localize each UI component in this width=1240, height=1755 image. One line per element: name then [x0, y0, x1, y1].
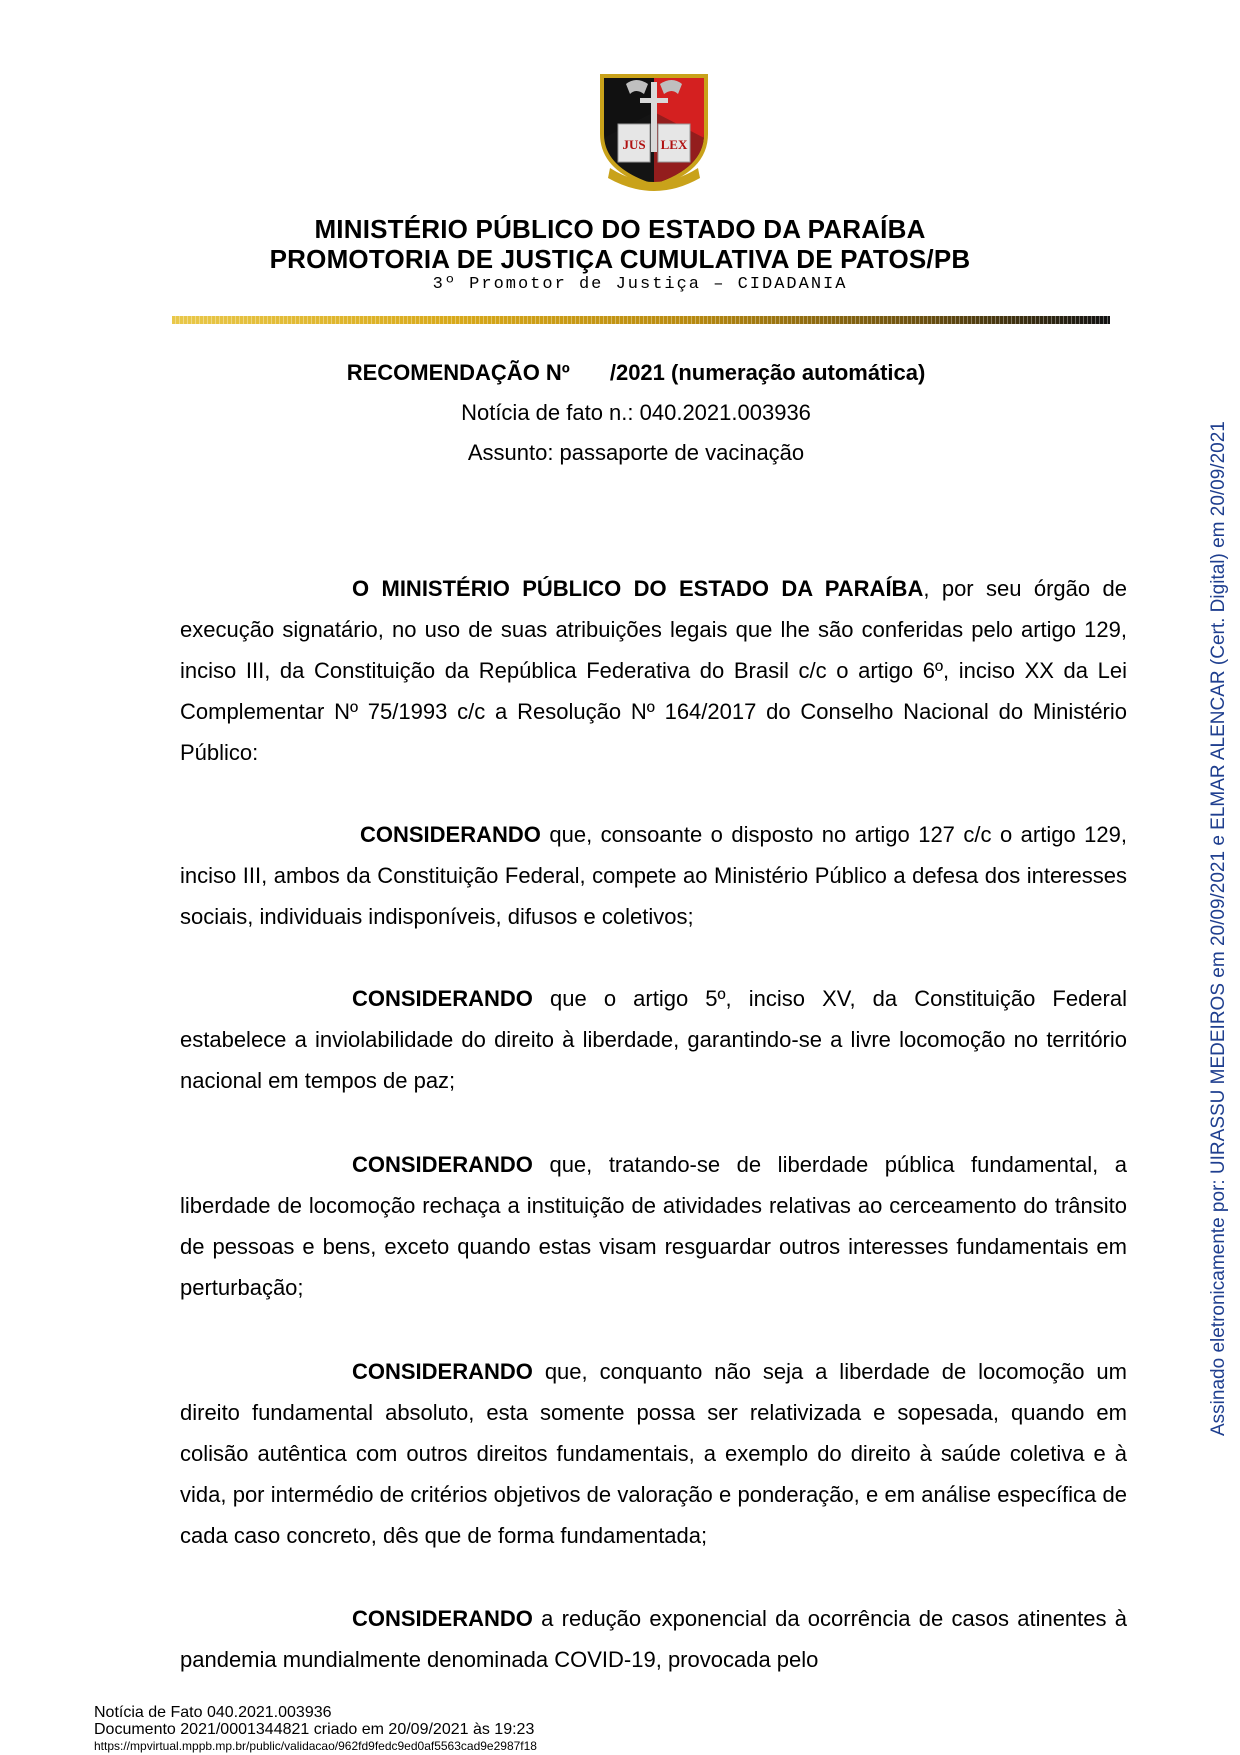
- body-paragraph: [180, 978, 1127, 1101]
- paragraph-lead: CONSIDERANDO: [360, 822, 541, 847]
- paragraph-lead: CONSIDERANDO: [352, 1152, 533, 1177]
- title-suffix: /2021 (numeração automática): [609, 360, 926, 385]
- noticia-line: Notícia de fato n.: 040.2021.003936: [461, 400, 811, 425]
- paragraph-lead: CONSIDERANDO: [352, 1359, 533, 1384]
- paragraph-lead: CONSIDERANDO: [352, 1606, 533, 1631]
- document-title: [0, 360, 1240, 386]
- body-paragraph: [180, 1351, 1127, 1556]
- header-divider: [172, 316, 1110, 324]
- org-name: MINISTÉRIO PÚBLICO DO ESTADO DA PARAÍBA: [314, 214, 926, 244]
- footer-validation-link[interactable]: https://mpvirtual.mppb.mp.br/public/validacao/962fd9fedc9ed0af5563cad9e2987f18: [94, 1739, 537, 1753]
- org-subunit: 3º Promotor de Justiça – CIDADANIA: [432, 275, 848, 294]
- body-paragraph: [180, 568, 1127, 773]
- ministry-crest-logo: [596, 72, 712, 192]
- paragraph-text: que, conquanto não seja a liberdade de locomoção um direito fundamental absoluto, esta somente possa ser relativizada e sopesada, quando em colisão autêntica com outros direitos fundamentais, a exemplo do direito à saúde coletiva e à vida, por intermédio de critérios objetivos de valoração e ponderação, e em análise específica de cada caso concreto, dês que de forma fundamentada;: [180, 1359, 1127, 1548]
- assunto-line: Assunto: passaporte de vacinação: [467, 440, 805, 465]
- body-paragraph: [180, 1598, 1127, 1680]
- paragraph-lead: CONSIDERANDO: [352, 986, 533, 1011]
- org-unit: PROMOTORIA DE JUSTIÇA CUMULATIVA DE PATOS/PB: [269, 244, 971, 274]
- crest-left-text: JUS: [622, 137, 646, 152]
- body-paragraph: [180, 814, 1127, 937]
- footer-noticia: Notícia de Fato 040.2021.003936: [94, 1704, 332, 1721]
- crest-right-text: LEX: [660, 137, 688, 152]
- footer-document: Documento 2021/0001344821 criado em 20/09/2021 às 19:23: [94, 1721, 535, 1738]
- paragraph-text: que, tratando-se de liberdade pública fundamental, a liberdade de locomoção rechaça a instituição de atividades relativas ao cerceamento do trânsito de pessoas e bens, exceto quando estas visam resguardar outros interesses fundamentais em perturbação;: [180, 1152, 1127, 1300]
- body-paragraph: [180, 1144, 1127, 1308]
- paragraph-lead: O MINISTÉRIO PÚBLICO DO ESTADO DA PARAÍBA: [352, 576, 924, 601]
- title-prefix: RECOMENDAÇÃO Nº: [346, 360, 570, 385]
- paragraph-text: a redução exponencial da ocorrência de casos atinentes à pandemia mundialmente denominada COVID-19, provocada pelo: [180, 1606, 1127, 1672]
- paragraph-text: que o artigo 5º, inciso XV, da Constituição Federal estabelece a inviolabilidade do direito à liberdade, garantindo-se a livre locomoção no território nacional em tempos de paz;: [180, 986, 1127, 1093]
- signature-stamp: Assinado eletronicamente por: UIRASSU MEDEIROS em 20/09/2021 e ELMAR ALENCAR (Cert. Digital) em 20/09/2021: [1208, 421, 1229, 1436]
- paragraph-text: , por seu órgão de execução signatário, no uso de suas atribuições legais que lhe são conferidas pelo artigo 129, inciso III, da Constituição da República Federativa do Brasil c/c o artigo 6º, inciso XX da Lei Complementar Nº 75/1993 c/c a Resolução Nº 164/2017 do Conselho Nacional do Ministério Público:: [180, 576, 1127, 765]
- paragraph-text: que, consoante o disposto no artigo 127 c/c o artigo 129, inciso III, ambos da Constituição Federal, compete ao Ministério Público a defesa dos interesses sociais, individuais indisponíveis, difusos e coletivos;: [180, 822, 1127, 929]
